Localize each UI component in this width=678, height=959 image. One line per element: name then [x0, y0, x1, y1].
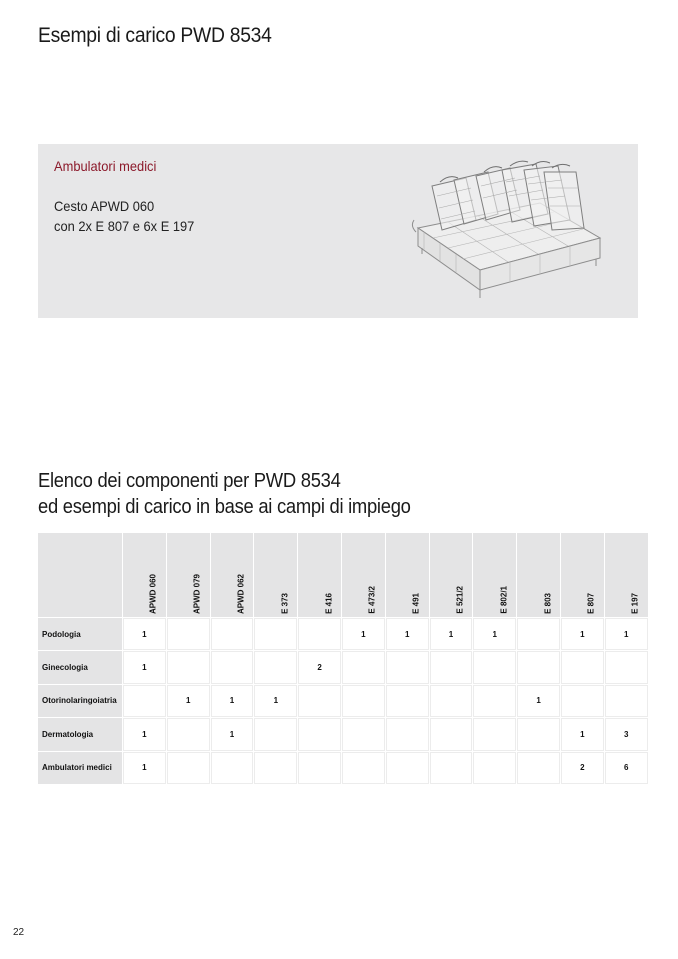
table-cell [473, 752, 516, 784]
table-cell [211, 651, 254, 683]
row-label-otorinolaringoiatria: Otorinolaringoiatria [38, 685, 122, 717]
column-header [517, 533, 560, 617]
column-header [211, 533, 254, 617]
table-cell [517, 651, 560, 683]
table-cell [386, 685, 429, 717]
table-cell [342, 718, 385, 750]
column-header [605, 533, 648, 617]
table-cell [298, 718, 341, 750]
basket-image [410, 158, 605, 306]
table-cell [517, 618, 560, 650]
table-cell: 1 [561, 718, 604, 750]
page-number: 22 [13, 927, 25, 938]
table-cell: 1 [123, 718, 166, 750]
components-title [38, 468, 411, 520]
table-cell [473, 718, 516, 750]
column-header [342, 533, 385, 617]
page-title: Esempi di carico PWD 8534 [38, 24, 272, 47]
table-cell [386, 752, 429, 784]
table-cell [167, 752, 210, 784]
table-cell: 1 [517, 685, 560, 717]
table-cell: 1 [342, 618, 385, 650]
table-cell [254, 618, 297, 650]
column-header-label: E 802/1 [499, 586, 509, 614]
table-cell: 1 [123, 618, 166, 650]
table-cell [561, 651, 604, 683]
table-cell [386, 718, 429, 750]
column-header-label: E 803 [543, 593, 553, 614]
components-title-line-2: ed esempi di carico in base ai campi di impiego [38, 496, 411, 518]
table-cell: 1 [561, 618, 604, 650]
table-cell: 1 [211, 685, 254, 717]
row-label-ginecologia: Ginecologia [38, 651, 122, 683]
table-cell [254, 718, 297, 750]
column-header [561, 533, 604, 617]
table-cell [561, 685, 604, 717]
table-cell [298, 685, 341, 717]
column-header [386, 533, 429, 617]
example-description [54, 196, 194, 236]
table-cell [517, 752, 560, 784]
table-cell: 1 [386, 618, 429, 650]
table-cell [517, 718, 560, 750]
table-cell [473, 685, 516, 717]
table-cell [430, 718, 473, 750]
table-cell [605, 685, 648, 717]
column-header-label: APWD 062 [236, 573, 246, 614]
table-cell [430, 685, 473, 717]
column-header-label: E 491 [411, 593, 421, 614]
column-header-label: E 473/2 [367, 586, 377, 614]
table-cell [342, 651, 385, 683]
column-header [430, 533, 473, 617]
table-cell: 1 [254, 685, 297, 717]
table-cell [211, 618, 254, 650]
table-cell [342, 752, 385, 784]
table-cell [211, 752, 254, 784]
table-cell: 6 [605, 752, 648, 784]
table-cell: 1 [123, 651, 166, 683]
example-subtitle: Ambulatori medici [54, 158, 157, 174]
column-header [167, 533, 210, 617]
components-title-line-1: Elenco dei componenti per PWD 8534 [38, 470, 341, 492]
column-header-label: E 521/2 [455, 586, 465, 614]
description-line-2: con 2x E 807 e 6x E 197 [54, 218, 195, 234]
row-label-ambulatori-medici: Ambulatori medici [38, 752, 122, 784]
table-cell: 1 [211, 718, 254, 750]
table-cell [167, 618, 210, 650]
column-header-label: APWD 079 [192, 573, 202, 614]
table-cell: 1 [123, 752, 166, 784]
table-cell [342, 685, 385, 717]
table-cell [298, 618, 341, 650]
column-header-label: E 807 [586, 593, 596, 614]
table-cell: 1 [473, 618, 516, 650]
table-cell: 1 [430, 618, 473, 650]
table-cell [123, 685, 166, 717]
column-header [254, 533, 297, 617]
load-example-card [38, 144, 638, 318]
column-header-label: E 373 [280, 593, 290, 614]
table-cell [167, 651, 210, 683]
table-cell: 2 [298, 651, 341, 683]
table-cell: 3 [605, 718, 648, 750]
column-header-label: E 416 [324, 593, 334, 614]
table-cell [605, 651, 648, 683]
components-table [38, 533, 638, 779]
column-header [123, 533, 166, 617]
column-header [473, 533, 516, 617]
column-header-label: APWD 060 [148, 573, 158, 614]
description-line-1: Cesto APWD 060 [54, 198, 155, 214]
table-cell [254, 651, 297, 683]
table-cell: 2 [561, 752, 604, 784]
table-corner-cell [38, 533, 122, 617]
table-cell [386, 651, 429, 683]
table-cell: 1 [605, 618, 648, 650]
table-cell [430, 752, 473, 784]
table-cell [167, 718, 210, 750]
table-cell [430, 651, 473, 683]
table-cell [254, 752, 297, 784]
row-label-dermatologia: Dermatologia [38, 718, 122, 750]
column-header-label: E 197 [630, 593, 640, 614]
table-cell: 1 [167, 685, 210, 717]
row-label-podologia: Podologia [38, 618, 122, 650]
column-header [298, 533, 341, 617]
table-cell [298, 752, 341, 784]
table-cell [473, 651, 516, 683]
